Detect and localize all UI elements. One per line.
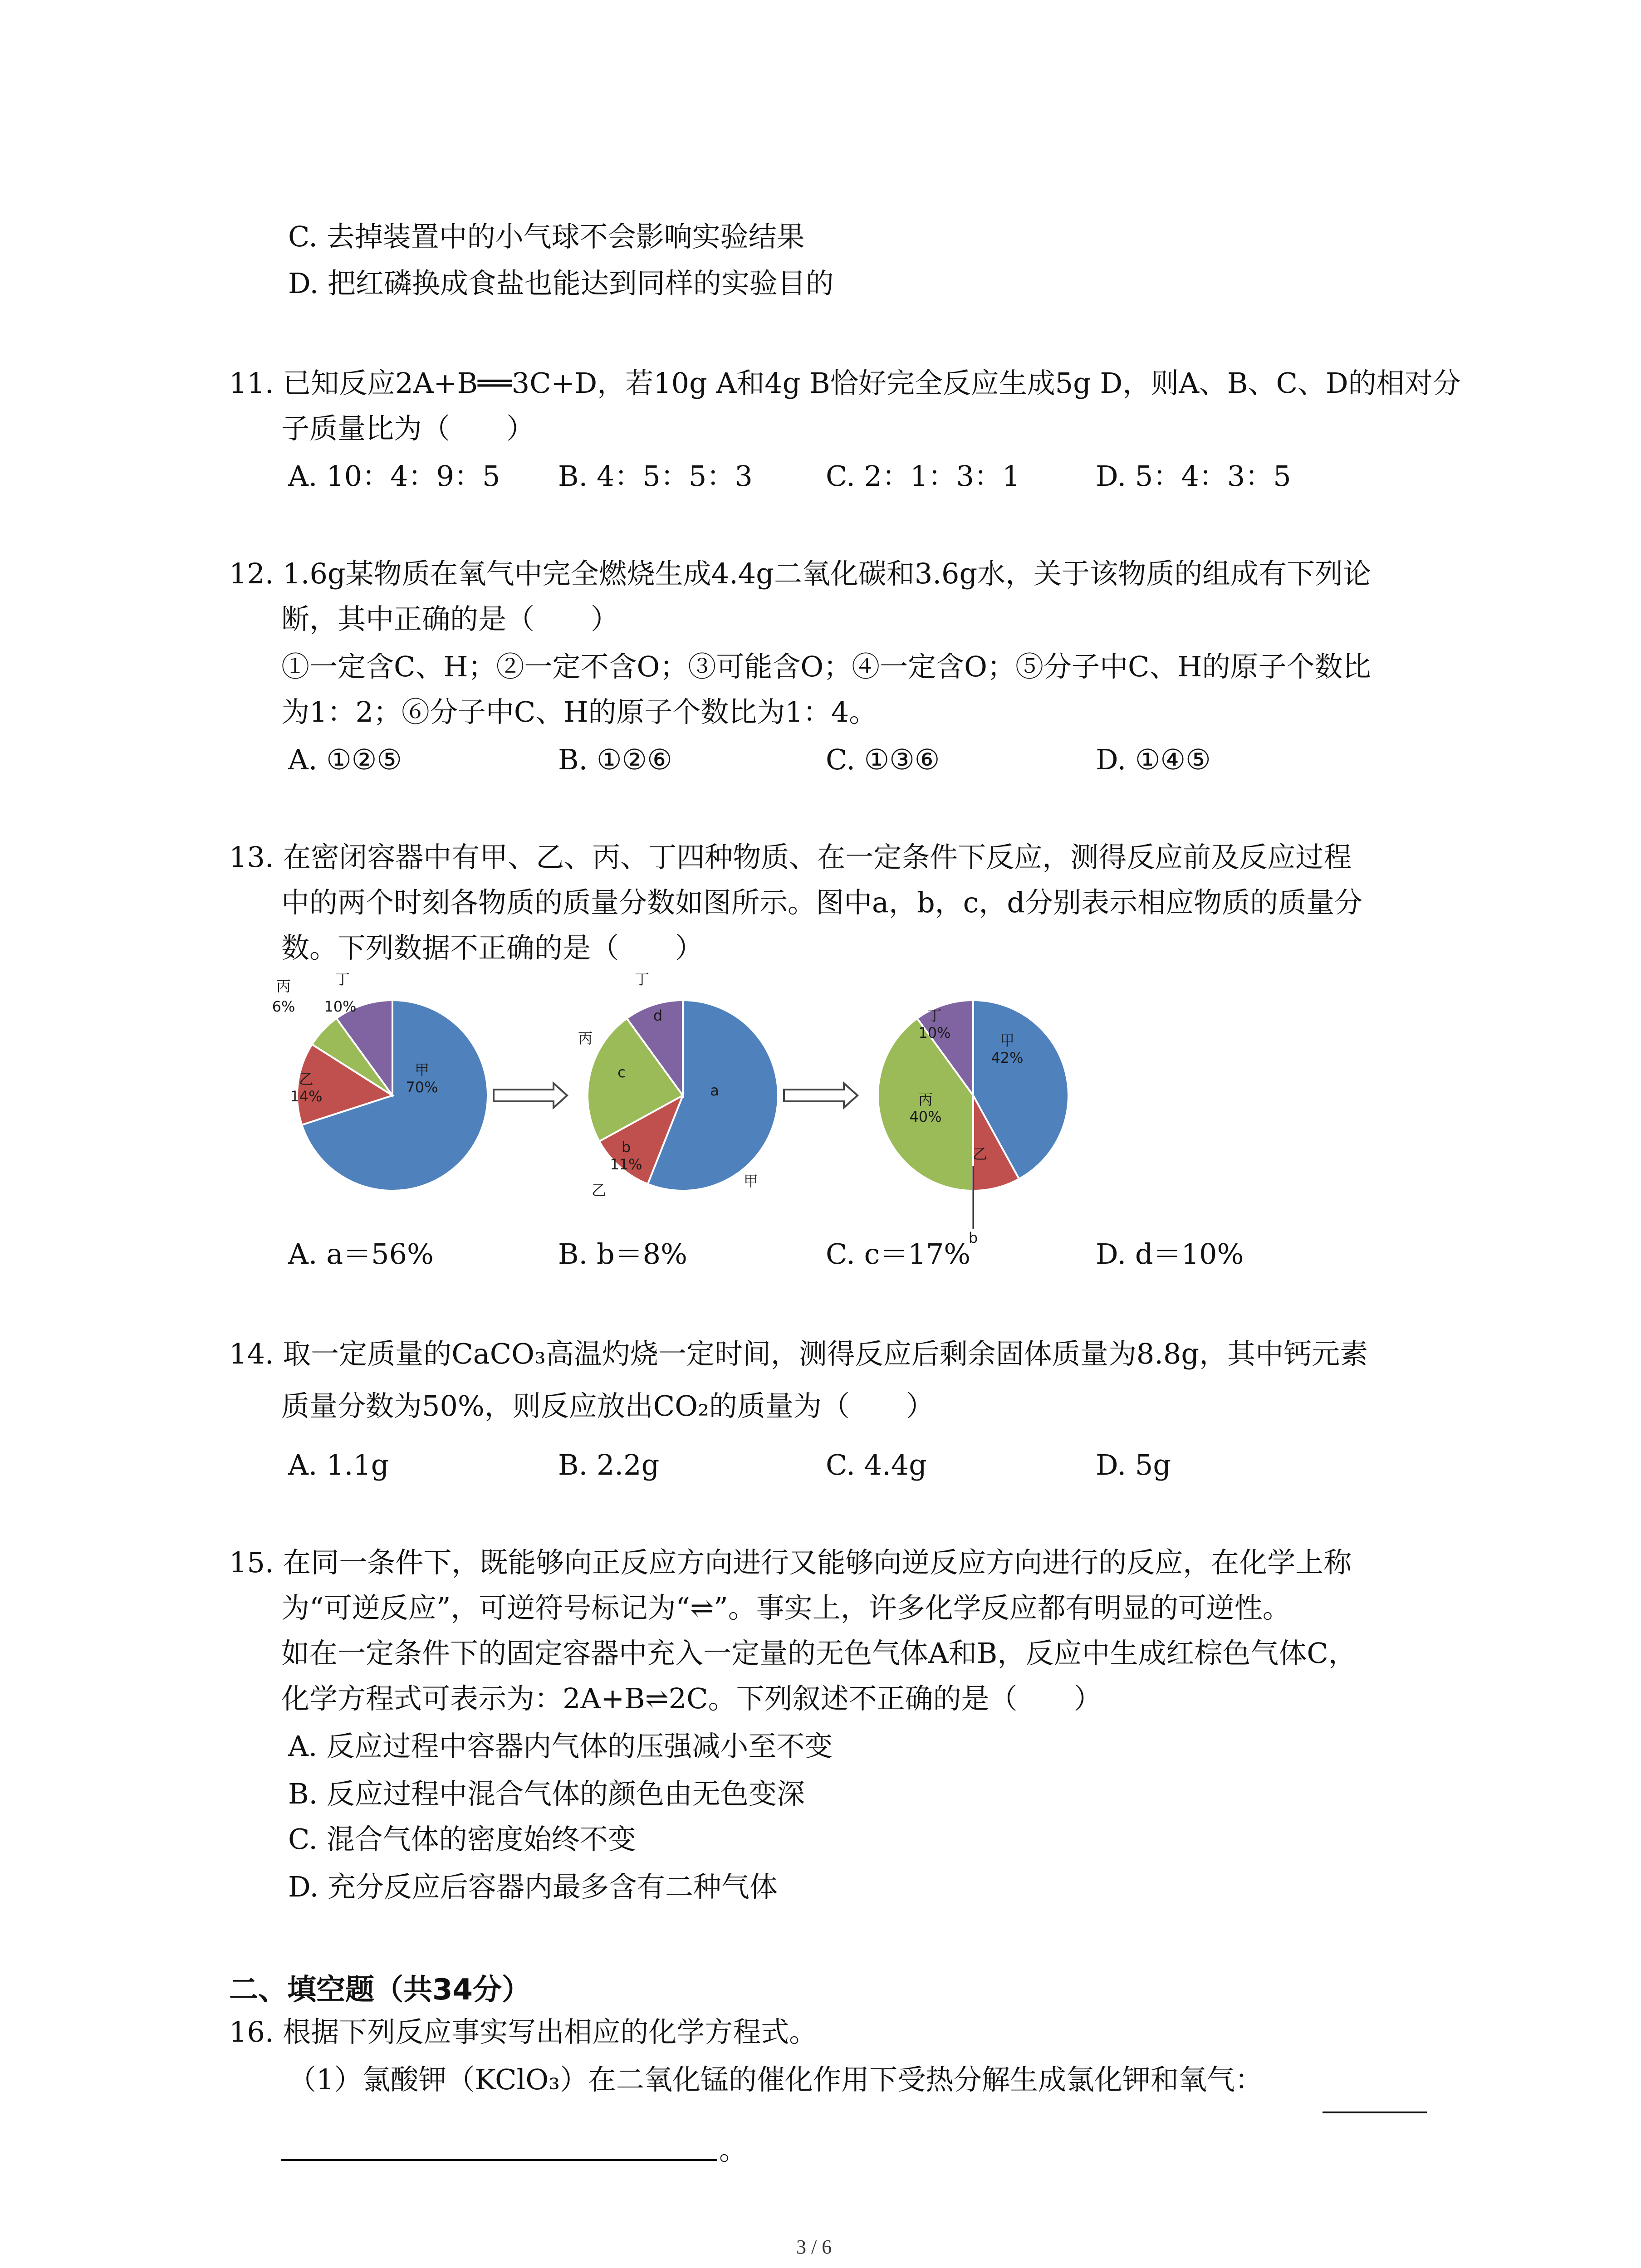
pie-label: 70% [406, 1079, 438, 1096]
q12-stem-line2: 断，其中正确的是（ ） [281, 602, 619, 635]
q11-option-c: C. 2：1：3：1 [826, 459, 1020, 493]
q15-option-d: D. 充分反应后容器内最多含有二种气体 [288, 1870, 778, 1903]
pie-label: 6% [272, 998, 295, 1015]
pie-label: 10% [324, 998, 357, 1015]
pie-label: d [653, 1007, 663, 1024]
pie-label: 14% [290, 1088, 323, 1105]
q16-sub1: （1）氯酸钾（KClO₃）在二氧化锰的催化作用下受热分解生成氯化钾和氧气： [288, 2063, 1264, 2096]
q12-stem-line3: ①一定含C、H；②一定不含O；③可能含O；④一定含O；⑤分子中C、H的原子个数比 [281, 650, 1371, 683]
q12-option-b: B. ①②⑥ [558, 743, 672, 776]
arrow-right-icon [784, 1083, 857, 1108]
q11-option-a: A. 10：4：9：5 [288, 459, 500, 493]
answer-blank[interactable] [1323, 2112, 1427, 2113]
pie-label: 乙 [972, 1145, 988, 1163]
q15-option-c: C. 混合气体的密度始终不变 [288, 1823, 636, 1856]
q15-stem-line1: 15. 在同一条件下，既能够向正反应方向进行又能够向逆反应方向进行的反应，在化学上称 [229, 1546, 1352, 1579]
pie-label: 42% [991, 1049, 1024, 1066]
q14-stem-line2: 质量分数为50%，则反应放出CO₂的质量为（ ） [281, 1389, 934, 1422]
q15-option-a: A. 反应过程中容器内气体的压强减小至不变 [288, 1730, 833, 1763]
pie-label: b [621, 1139, 631, 1156]
q14-option-d: D. 5g [1096, 1448, 1171, 1481]
pie-label: 甲 [999, 1032, 1015, 1049]
pie-label: 11% [610, 1156, 642, 1173]
q11-stem-line1: 11. 已知反应2A+B══3C+D，若10g A和4g B恰好完全反应生成5g D，则A、B、C、D的相对分 [229, 367, 1461, 400]
q16-stem-line1: 16. 根据下列反应事实写出相应的化学方程式。 [229, 2015, 818, 2048]
pie-outside-label: 丁 [634, 971, 650, 988]
q16-end-mark: 。 [719, 2133, 748, 2166]
q13-stem-line2: 中的两个时刻各物质的质量分数如图所示。图中a，b，c，d分别表示相应物质的质量分 [281, 886, 1363, 919]
pie-label: a [710, 1082, 719, 1099]
pie-chart-middle [578, 971, 778, 1199]
pie-outside-label: 丙 [276, 978, 291, 995]
q12-option-a: A. ①②⑤ [288, 743, 402, 776]
arrow-right-icon [494, 1083, 567, 1108]
q12-option-c: C. ①③⑥ [826, 743, 940, 776]
q13-stem-line1: 13. 在密闭容器中有甲、乙、丙、丁四种物质、在一定条件下反应，测得反应前及反应过程 [229, 841, 1352, 874]
pie-charts-figure [272, 971, 1089, 1252]
answer-blank[interactable] [281, 2159, 717, 2161]
q11-option-d: D. 5：4：3：5 [1096, 459, 1291, 493]
q10-option-c: C. 去掉装置中的小气球不会影响实验结果 [288, 220, 805, 253]
pie-outside-label: 乙 [591, 1182, 607, 1199]
q15-option-b: B. 反应过程中混合气体的颜色由无色变深 [288, 1777, 805, 1810]
q13-option-d: D. d＝10% [1096, 1237, 1244, 1271]
q12-stem-line4: 为1：2；⑥分子中C、H的原子个数比为1：4。 [281, 695, 877, 728]
pie-outside-label: 丁 [335, 971, 350, 988]
pie-outside-label: 丙 [578, 1030, 593, 1047]
q13-option-b: B. b＝8% [558, 1237, 688, 1271]
q15-stem-line3: 如在一定条件下的固定容器中充入一定量的无色气体A和B，反应中生成红棕色气体C， [281, 1637, 1357, 1670]
q13-option-a: A. a＝56% [288, 1237, 434, 1271]
q14-option-a: A. 1.1g [288, 1448, 389, 1481]
q12-stem-line1: 12. 1.6g某物质在氧气中完全燃烧生成4.4g二氧化碳和3.6g水，关于该物质的组成有下列论 [229, 557, 1372, 590]
q11-stem-line2: 子质量比为（ ） [281, 412, 535, 445]
q14-option-b: B. 2.2g [558, 1448, 660, 1481]
pie-label: 乙 [299, 1070, 314, 1088]
q14-option-c: C. 4.4g [826, 1448, 927, 1481]
pie-label: 甲 [414, 1061, 430, 1079]
pie-label: 丙 [918, 1091, 933, 1108]
pie-chart-after [878, 1000, 1068, 1246]
q13-stem-line3: 数。下列数据不正确的是（ ） [281, 931, 704, 964]
pie-label: c [617, 1064, 626, 1081]
q12-option-d: D. ①④⑤ [1096, 743, 1211, 776]
page-number: 3 / 6 [796, 2236, 832, 2258]
pie-outside-label: 甲 [743, 1173, 759, 1190]
pie-outside-label: b [968, 1229, 978, 1246]
pie-label: 10% [918, 1024, 951, 1041]
pie-label: 丁 [927, 1007, 942, 1024]
section-heading: 二、填空题（共34分） [229, 1973, 531, 2007]
q10-option-d: D. 把红磷换成食盐也能达到同样的实验目的 [288, 267, 834, 300]
q13-option-c: C. c＝17% [826, 1237, 971, 1271]
q15-stem-line2: 为“可逆反应”，可逆符号标记为“⇌”。事实上，许多化学反应都有明显的可逆性。 [281, 1591, 1291, 1624]
q11-option-b: B. 4：5：5：3 [558, 459, 753, 493]
q14-stem-line1: 14. 取一定质量的CaCO₃高温灼烧一定时间，测得反应后剩余固体质量为8.8g，其中钙元素 [229, 1337, 1368, 1370]
q15-stem-line4: 化学方程式可表示为：2A+B⇌2C。下列叙述不正确的是（ ） [281, 1682, 1102, 1715]
pie-chart-before [272, 971, 488, 1191]
pie-label: 40% [909, 1108, 942, 1125]
